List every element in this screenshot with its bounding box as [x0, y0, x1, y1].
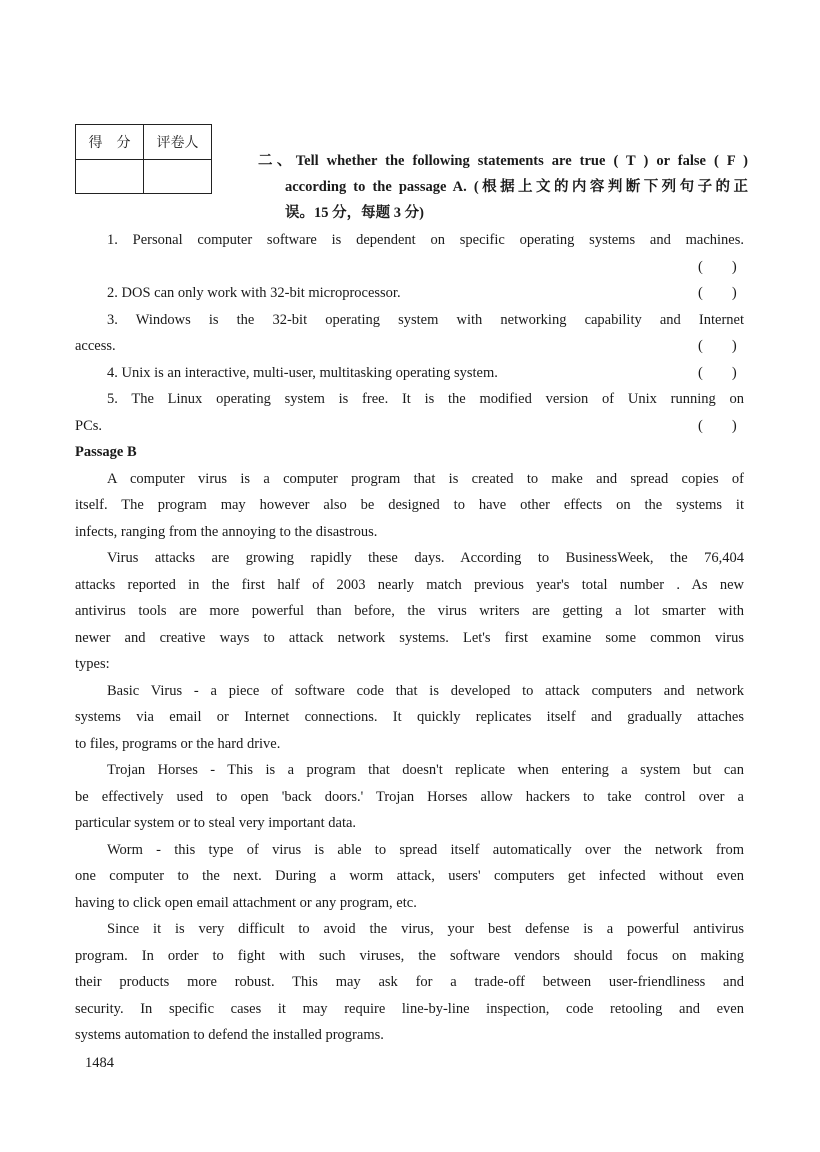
- statement-5-text-cont: PCs.: [75, 417, 103, 434]
- section-heading-line-2: according to the passage A. (根据上文的内容判断下列句子的正: [285, 179, 748, 195]
- paragraph-line: one computer to the next. During a worm attack, users' computers get infected without even: [75, 868, 744, 884]
- statement-1-answer[interactable]: ( ): [698, 258, 737, 275]
- paragraph-line: security. In specific cases it may require line-by-line inspection, code retooling and even: [75, 1000, 744, 1017]
- statement-3-text-cont: access.: [75, 338, 116, 354]
- paragraph-line: particular system or to steal very important data.: [75, 815, 357, 831]
- statement-5-cont: [75, 413, 744, 440]
- statement-1-text: 1. Personal computer software is dependent on specific operating systems and machines.: [107, 232, 744, 248]
- paragraph-line: Worm - this type of virus is able to spread itself automatically over the network from: [107, 841, 744, 858]
- passage-title: Passage B: [75, 444, 137, 460]
- statement-4: [75, 360, 744, 387]
- paragraph-line: having to click open email attachment or any program, etc.: [75, 894, 417, 911]
- paragraph-line: systems via email or Internet connections. It quickly replicates itself and gradually attaches: [75, 709, 744, 725]
- statement-5-answer[interactable]: ( ): [698, 417, 737, 434]
- statement-3-cont: [75, 333, 744, 360]
- paragraph-line: program. In order to fight with such viruses, the software vendors should focus on making: [75, 947, 744, 964]
- statement-2-answer[interactable]: ( ): [698, 285, 737, 301]
- score-label: 得 分: [76, 125, 144, 160]
- statement-2-text: 2. DOS can only work with 32-bit microprocessor.: [107, 285, 401, 301]
- statement-3-answer[interactable]: ( ): [698, 338, 737, 354]
- paragraph-line: types:: [75, 656, 110, 672]
- exercise-body: [75, 227, 744, 1049]
- section-heading-line-1: 二、Tell whether the following statements are true ( T ) or false ( F ): [258, 153, 748, 169]
- grader-label: 评卷人: [144, 125, 212, 160]
- paragraph-line: Basic Virus - a piece of software code that is developed to attack computers and network: [107, 682, 744, 699]
- paragraph-line: Since it is very difficult to avoid the virus, your best defense is a powerful antivirus: [107, 921, 744, 937]
- statement-2: [75, 280, 744, 307]
- paragraph-line: systems automation to defend the installed programs.: [75, 1027, 384, 1043]
- paragraph-line: infects, ranging from the annoying to the disastrous.: [75, 523, 378, 540]
- section-heading: [258, 148, 748, 226]
- statement-4-answer[interactable]: ( ): [698, 364, 737, 381]
- statement-3-text: 3. Windows is the 32-bit operating system with networking capability and Internet: [107, 311, 744, 328]
- paragraph-line: itself. The program may however also be designed to have other effects on the systems it: [75, 497, 744, 513]
- score-box: [75, 124, 212, 194]
- statement-4-text: 4. Unix is an interactive, multi-user, multitasking operating system.: [107, 364, 498, 381]
- paragraph-line: antivirus tools are more powerful than before, the virus writers are getting a lot smarter with: [75, 603, 744, 619]
- paragraph-line: to files, programs or the hard drive.: [75, 735, 281, 752]
- paragraph-line: Trojan Horses - This is a program that doesn't replicate when entering a system but can: [107, 762, 744, 778]
- statement-5-text: 5. The Linux operating system is free. It is the modified version of Unix running on: [107, 391, 744, 407]
- paragraph-line: attacks reported in the first half of 2003 nearly match previous year's total number . As new: [75, 576, 744, 593]
- paragraph-line: their products more robust. This may ask for a trade-off between user-friendliness and: [75, 974, 744, 990]
- paragraph-line: A computer virus is a computer program that is created to make and spread copies of: [107, 470, 744, 487]
- paragraph-line: Virus attacks are growing rapidly these days. According to BusinessWeek, the 76,404: [107, 550, 744, 566]
- paragraph-line: newer and creative ways to attack network systems. Let's first examine some common virus: [75, 629, 744, 646]
- paragraph-line: be effectively used to open 'back doors.' Trojan Horses allow hackers to take control over a: [75, 788, 744, 805]
- score-cell[interactable]: [76, 160, 144, 194]
- grader-cell[interactable]: [144, 160, 212, 194]
- section-heading-line-3: 误。15 分，每题 3 分): [285, 205, 424, 221]
- page-number: 1484: [85, 1055, 114, 1071]
